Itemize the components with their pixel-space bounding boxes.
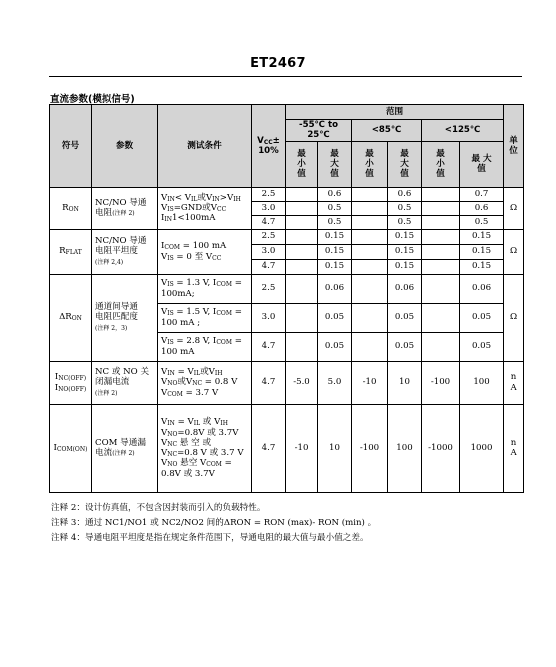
max-value: 10	[388, 361, 422, 404]
max-value: 10	[318, 404, 352, 492]
empty-cell	[286, 201, 318, 215]
vcc-value: 3.0	[252, 244, 286, 259]
max-value: 0.06	[388, 274, 422, 303]
dc-parameters-table	[49, 104, 524, 493]
document-title: ET2467	[250, 56, 306, 71]
cond-rflat: $I_{COM} = 100$ mA $V_{IS} = 0$ 至 $V_{CC}$	[158, 229, 252, 274]
empty-cell	[286, 259, 318, 274]
max-value: 0.5	[388, 201, 422, 215]
max-value: 100	[460, 361, 504, 404]
empty-cell	[352, 259, 388, 274]
header-row-1	[50, 105, 524, 120]
max-value: 0.15	[388, 244, 422, 259]
note-3: 注释 3：通过 NC1/NO1 或 NC2/NO2 间的ΔRON = RON (max)- RON (min) 。	[51, 518, 377, 528]
empty-cell	[422, 215, 460, 229]
empty-cell	[352, 201, 388, 215]
header-min: 最 小 值	[286, 141, 318, 187]
max-value: 0.15	[460, 259, 504, 274]
empty-cell	[352, 303, 388, 332]
unit-ron: Ω	[504, 187, 524, 229]
vcc-value: 2.5	[252, 274, 286, 303]
header-min: 最 小 值	[422, 141, 460, 187]
vcc-value: 3.0	[252, 303, 286, 332]
symbol-delta-ron: $\Delta R_{ON}$	[50, 274, 92, 361]
cond-icom-on: $V_{IN} = V_{IL}$ 或 $V_{IH}$ $V_{NO}=0.8V$ 或 3.7V $V_{NC}$ 悬 空 或 $V_{NC}=0.8$ V 或 3.7 V $V_{NO}$ 悬空 $V_{COM}$ = 0.8V 或 3.7V	[158, 404, 252, 492]
header-range: 范围	[286, 105, 504, 120]
header-unit: 单 位	[504, 105, 524, 188]
max-value: 0.15	[318, 244, 352, 259]
symbol-ron: $R_{ON}$	[50, 187, 92, 229]
empty-cell	[286, 274, 318, 303]
empty-cell	[286, 303, 318, 332]
empty-cell	[422, 332, 460, 361]
max-value: 0.15	[318, 259, 352, 274]
cond-delta-ron-3: $V_{IS} = 2.8$ V, $I_{COM}$ = 100 mA	[158, 332, 252, 361]
param-inc-off: NC 或 NO 关 闭漏电流 (注释 2)	[92, 361, 158, 404]
empty-cell	[422, 259, 460, 274]
section-title: 直流参数(模拟信号)	[50, 94, 135, 105]
max-value: 0.6	[388, 187, 422, 201]
cond-inc-off: $V_{IN} = V_{IL}$或$V_{IH}$ $V_{NO}$或$V_{NC} = 0.8$ V $V_{COM} = 3.7$ V	[158, 361, 252, 404]
notes	[51, 501, 376, 546]
min-value: -10	[352, 361, 388, 404]
table-row	[50, 274, 524, 303]
header-min: 最 小 值	[352, 141, 388, 187]
max-value: 0.6	[318, 187, 352, 201]
empty-cell	[352, 332, 388, 361]
param-ron: NC/NO 导通 电阻(注释 2)	[92, 187, 158, 229]
table-row	[50, 187, 524, 201]
empty-cell	[352, 215, 388, 229]
max-value: 0.15	[388, 259, 422, 274]
min-value: -1000	[422, 404, 460, 492]
vcc-value: 4.7	[252, 361, 286, 404]
empty-cell	[352, 229, 388, 244]
title-rule	[49, 76, 522, 77]
unit-icom-on: n A	[504, 404, 524, 492]
min-value: -100	[352, 404, 388, 492]
max-value: 0.06	[460, 274, 504, 303]
symbol-icom-on: $I_{COM(ON)}$	[50, 404, 92, 492]
empty-cell	[352, 187, 388, 201]
max-value: 0.15	[460, 229, 504, 244]
empty-cell	[352, 244, 388, 259]
max-value: 0.05	[388, 303, 422, 332]
max-value: 0.06	[318, 274, 352, 303]
min-value: -10	[286, 404, 318, 492]
empty-cell	[422, 187, 460, 201]
vcc-value: 4.7	[252, 332, 286, 361]
vcc-value: 4.7	[252, 215, 286, 229]
param-rflat: NC/NO 导通 电阻平坦度 (注释 2,4)	[92, 229, 158, 274]
header-max: 最 大 值	[388, 141, 422, 187]
empty-cell	[422, 244, 460, 259]
min-value: -100	[422, 361, 460, 404]
max-value: 5.0	[318, 361, 352, 404]
cond-delta-ron-1: $V_{IS} = 1.3$ V, $I_{COM}$ = 100mA;	[158, 274, 252, 303]
vcc-value: 3.0	[252, 201, 286, 215]
empty-cell	[352, 274, 388, 303]
header-range-25c: -55℃ to 25℃	[286, 120, 352, 142]
max-value: 0.05	[318, 332, 352, 361]
unit-rflat: Ω	[504, 229, 524, 274]
header-test-condition: 测试条件	[158, 105, 252, 188]
empty-cell	[422, 201, 460, 215]
param-icom-on: COM 导通漏 电流(注释 2)	[92, 404, 158, 492]
empty-cell	[286, 229, 318, 244]
max-value: 0.5	[388, 215, 422, 229]
note-2: 注释 2：设计仿真值，不包含因封装而引入的负载特性。	[51, 503, 266, 513]
unit-delta-ron: Ω	[504, 274, 524, 361]
max-value: 0.5	[460, 215, 504, 229]
empty-cell	[422, 229, 460, 244]
max-value: 100	[388, 404, 422, 492]
min-value: -5.0	[286, 361, 318, 404]
header-range-85c: <85℃	[352, 120, 422, 142]
cond-delta-ron-2: $V_{IS} = 1.5$ V, $I_{COM}$ = 100 mA ;	[158, 303, 252, 332]
max-value: 0.15	[460, 244, 504, 259]
max-value: 0.15	[388, 229, 422, 244]
vcc-value: 2.5	[252, 187, 286, 201]
empty-cell	[286, 215, 318, 229]
table-row	[50, 229, 524, 244]
header-parameter: 参数	[92, 105, 158, 188]
empty-cell	[422, 303, 460, 332]
header-symbol: 符号	[50, 105, 92, 188]
max-value: 0.05	[460, 332, 504, 361]
max-value: 0.6	[460, 201, 504, 215]
empty-cell	[286, 187, 318, 201]
note-4: 注释 4：导通电阻平坦度是指在规定条件范围下，导通电阻的最大值与最小值之差。	[51, 533, 369, 543]
vcc-value: 2.5	[252, 229, 286, 244]
header-max: 最 大 值	[318, 141, 352, 187]
max-value: 0.15	[318, 229, 352, 244]
max-value: 0.05	[460, 303, 504, 332]
param-delta-ron: 通道间导通 电阻匹配度 (注释 2，3)	[92, 274, 158, 361]
empty-cell	[422, 274, 460, 303]
max-value: 0.5	[318, 201, 352, 215]
symbol-rflat: $R_{FLAT}$	[50, 229, 92, 274]
header-max: 最 大 值	[460, 141, 504, 187]
header-range-125c: <125℃	[422, 120, 504, 142]
symbol-inc-off: $I_{NC(OFF)}$ $I_{NO(OFF)}$	[50, 361, 92, 404]
max-value: 1000	[460, 404, 504, 492]
unit-inc-off: n A	[504, 361, 524, 404]
table-row	[50, 404, 524, 492]
max-value: 0.05	[318, 303, 352, 332]
max-value: 0.7	[460, 187, 504, 201]
empty-cell	[286, 244, 318, 259]
vcc-value: 4.7	[252, 259, 286, 274]
cond-ron: $V_{IN}< V_{IL}$或$V_{IN}>V_{IH}$ $V_{IS}=GND$或$V_{CC}$ $I_{IN}1<100mA$	[158, 187, 252, 229]
vcc-value: 4.7	[252, 404, 286, 492]
max-value: 0.5	[318, 215, 352, 229]
table-row	[50, 361, 524, 404]
empty-cell	[286, 332, 318, 361]
max-value: 0.05	[388, 332, 422, 361]
header-vcc: $V_{CC}\pm$ 10%	[252, 105, 286, 188]
